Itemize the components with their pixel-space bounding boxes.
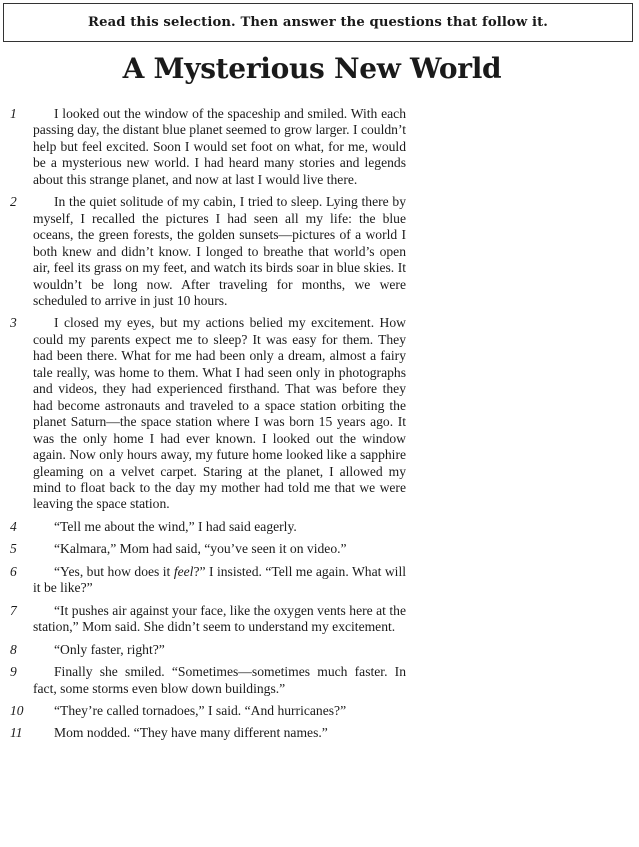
paragraph — [0, 106, 639, 188]
paragraph-text: Mom nodded. “They have many different names.” — [54, 725, 328, 741]
passage — [0, 106, 639, 748]
paragraph — [0, 603, 639, 636]
paragraph-number: 7 — [10, 602, 17, 618]
paragraph-text: “Kalmara,” Mom had said, “you’ve seen it on video.” — [54, 541, 347, 557]
paragraph — [0, 564, 639, 597]
paragraph-number: 9 — [10, 664, 17, 680]
emphasis-text: feel — [173, 563, 194, 579]
paragraph-text: In the quiet solitude of my cabin, I tried to sleep. Lying there by myself, I recalled the pictures I had seen all my life: the blue oceans, the green forests, the golden sunsets—pictures of a world I both knew and didn’t know. I longed to breathe that world’s open air, feel its grass on my feet, and watch its birds soar in blue skies. It wouldn’t be long now. After traveling for months, we were scheduled to arrive in just 10 hours. — [33, 194, 406, 308]
paragraph-text: I closed my eyes, but my actions belied my excitement. How could my parents expect me to sleep? It was easy for them. They had been there. What for me had been only a dream, almost a fairy tale really, was home to them. What I had seen only in photographs and videos, they had experienced firsthand. That was before they had become astronauts and traveled to a space station orbiting the planet Saturn—the space station where I was born 15 years ago. It was the only home I had ever known. I looked out the window again. Now only hours away, my future home looked like a sapphire gleaming on a velvet carpet. Staring at the planet, I allowed my mind to float back to the day my mother had told me that we were leaving the space station. — [33, 315, 406, 512]
paragraph — [0, 541, 639, 557]
paragraph — [0, 519, 639, 535]
paragraph-number: 11 — [10, 725, 23, 741]
paragraph — [0, 315, 639, 512]
paragraph — [0, 664, 639, 697]
instructions-box — [3, 3, 633, 42]
passage-title: A Mysterious New World — [122, 52, 502, 85]
paragraph-number: 2 — [10, 194, 17, 210]
paragraph-text: Finally she smiled. “Sometimes—sometimes much faster. In fact, some storms even blow down buildings.” — [33, 664, 406, 696]
paragraph-number: 3 — [10, 315, 17, 331]
text-run: ?” I insisted. “Tell me again. What will it be like?” — [33, 563, 406, 596]
paragraph-number: 8 — [10, 641, 17, 657]
text-run: “Yes, but how does it — [54, 563, 174, 579]
paragraph — [0, 642, 639, 658]
paragraph-number: 6 — [10, 563, 17, 579]
paragraph-text: “Only faster, right?” — [54, 641, 165, 657]
paragraph-number: 10 — [10, 702, 24, 718]
paragraph-number: 1 — [10, 106, 17, 121]
paragraph — [0, 703, 639, 719]
paragraph-number: 5 — [10, 541, 17, 557]
paragraph-text — [33, 564, 406, 597]
paragraph — [0, 194, 639, 309]
paragraph — [0, 725, 639, 741]
paragraph-text: “Tell me about the wind,” I had said eagerly. — [54, 518, 297, 534]
paragraph-text: “They’re called tornadoes,” I said. “And hurricanes?” — [54, 702, 347, 718]
paragraph-number: 4 — [10, 518, 17, 534]
paragraph-text: I looked out the window of the spaceship and smiled. With each passing day, the distant blue planet seemed to grow larger. I couldn’t help but feel excited. Soon I would set foot on what, for me, would be a mysterious new world. I had heard many stories and legends about this strange planet, and now at last I would live there. — [33, 106, 406, 187]
instructions-text: Read this selection. Then answer the questions that follow it. — [88, 15, 548, 30]
paragraph-text: “It pushes air against your face, like the oxygen vents here at the station,” Mom said. She didn’t seem to understand my excitement. — [33, 602, 406, 635]
